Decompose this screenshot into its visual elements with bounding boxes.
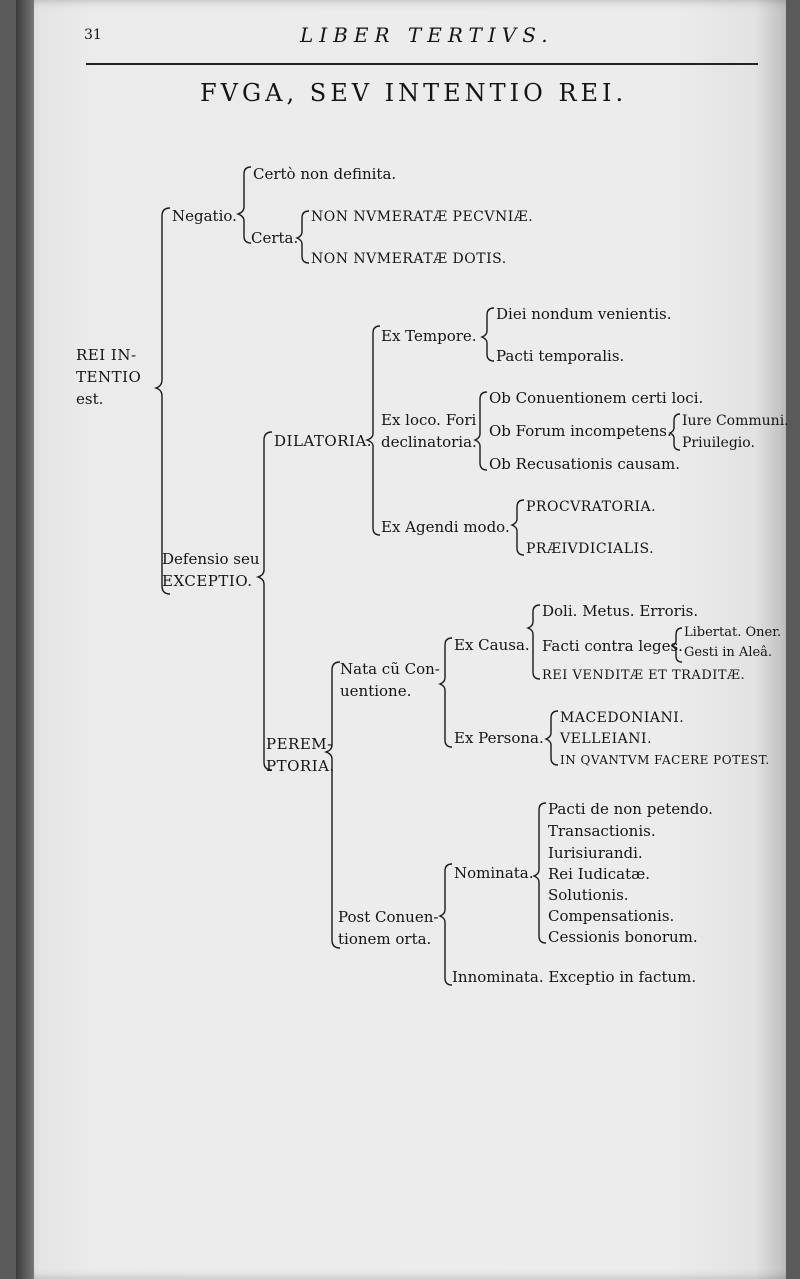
ex-tempore-label: Ex Tempore. <box>381 327 477 345</box>
innominata-label: Innominata. Exceptio in factum. <box>452 968 697 986</box>
ex-loco-item-2: Ob Forum incompetens. <box>489 422 672 440</box>
brace-nominata <box>534 803 546 943</box>
forum-item-1: Iure Communi. <box>682 413 789 429</box>
persona-item-2: VELLEIANI. <box>560 731 653 747</box>
nominata-item-7: Cessionis bonorum. <box>548 928 698 946</box>
brace-post <box>440 864 452 985</box>
brace-peremptoria <box>326 662 340 948</box>
root-label-line1: REI IN- <box>76 346 137 364</box>
running-head: LIBER TERTIVS. <box>300 23 554 47</box>
page-title: FVGA, SEV INTENTIO REI. <box>200 79 628 107</box>
brace-ex-causa <box>528 605 540 679</box>
brace-ex-loco <box>475 392 487 470</box>
contra-leges-item-1: Libertat. Oner. <box>684 625 782 640</box>
brace-negatio <box>238 167 251 243</box>
nata-label-line1: Nata cũ Con- <box>340 660 440 678</box>
nata-label-line2: uentione. <box>340 682 412 700</box>
nominata-item-4: Rei Iudicatæ. <box>548 865 650 883</box>
nominata-item-2: Transactionis. <box>548 822 656 840</box>
nominata-item-6: Compensationis. <box>548 907 675 925</box>
page-number: 31 <box>84 27 102 43</box>
causa-item-2: Facti contra leges. <box>542 637 683 655</box>
brace-certa <box>297 211 309 263</box>
root-label-line2: TENTIO <box>76 368 142 386</box>
contra-leges-item-2: Gesti in Aleâ. <box>684 645 773 660</box>
ex-agendi-item-2: PRÆIVDICIALIS. <box>526 541 655 557</box>
nominata-item-1: Pacti de non petendo. <box>548 800 713 818</box>
forum-item-2: Priuilegio. <box>682 435 755 451</box>
brace-ex-tempore <box>482 308 494 361</box>
causa-item-1: Doli. Metus. Erroris. <box>542 602 699 620</box>
nominata-label: Nominata. <box>454 864 534 882</box>
certa-item-pecuniae: NON NVMERATÆ PECVNIÆ. <box>311 209 534 225</box>
dilatoria-label: DILATORIA. <box>274 432 373 450</box>
persona-item-3: IN QVANTVM FACERE POTEST. <box>560 753 770 767</box>
brace-ex-persona <box>546 711 558 765</box>
certa-item-dotis: NON NVMERATÆ DOTIS. <box>311 251 507 267</box>
defensio-label-line2: EXCEPTIO. <box>162 572 253 590</box>
ex-agendi-label: Ex Agendi modo. <box>381 518 510 536</box>
peremptoria-label-line1: PEREM- <box>266 735 333 753</box>
nominata-item-5: Solutionis. <box>548 886 629 904</box>
ex-tempore-item-1: Diei nondum venientis. <box>496 305 672 323</box>
defensio-label-line1: Defensio seu <box>162 550 260 568</box>
negatio-label: Negatio. <box>172 207 237 225</box>
ex-persona-label: Ex Persona. <box>454 729 544 747</box>
brace-defensio <box>258 432 272 770</box>
root-label-line3: est. <box>76 390 104 408</box>
causa-item-3: REI VENDITÆ ET TRADITÆ. <box>542 668 746 683</box>
brace-root <box>156 208 170 594</box>
post-label-line2: tionem orta. <box>338 930 432 948</box>
ex-agendi-item-1: PROCVRATORIA. <box>526 499 657 515</box>
post-label-line1: Post Conuen- <box>338 908 439 926</box>
brace-ex-agendi <box>512 500 524 555</box>
peremptoria-label-line2: PTORIA. <box>266 757 335 775</box>
persona-item-1: MACEDONIANI. <box>560 710 685 726</box>
ex-loco-label-line1: Ex loco. Fori <box>381 411 477 429</box>
ex-loco-item-3: Ob Recusationis causam. <box>489 455 680 473</box>
certo-label: Certò non definita. <box>253 165 397 183</box>
ex-loco-label-line2: declinatoria. <box>381 433 477 451</box>
nominata-item-3: Iurisiurandi. <box>548 844 643 862</box>
brace-dilatoria <box>367 326 380 535</box>
brace-nata <box>440 638 452 747</box>
certa-label: Certa. <box>251 229 299 247</box>
ex-tempore-item-2: Pacti temporalis. <box>496 347 625 365</box>
ex-loco-item-1: Ob Conuentionem certi loci. <box>489 389 704 407</box>
ex-causa-label: Ex Causa. <box>454 636 530 654</box>
